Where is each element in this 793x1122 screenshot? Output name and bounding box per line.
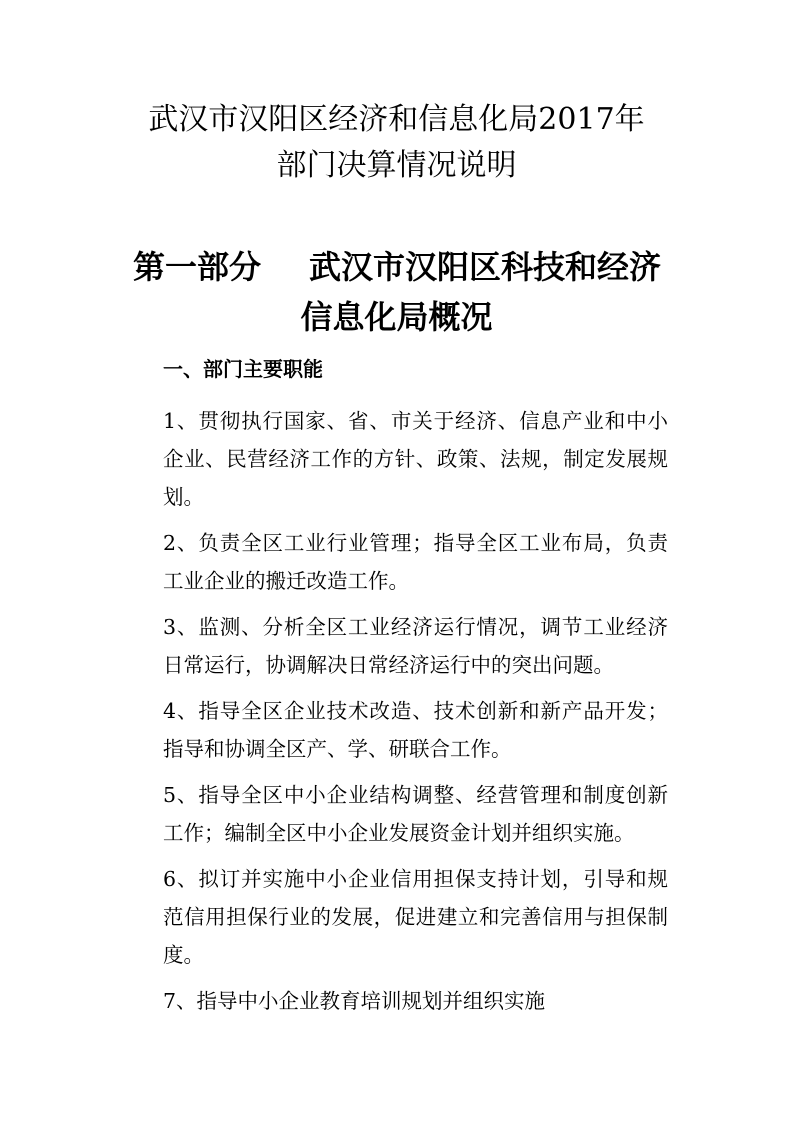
part-heading-line-1 (133, 242, 661, 292)
section-heading: 一、部门主要职能 (163, 357, 323, 381)
paragraph: 1、贯彻执行国家、省、市关于经济、信息产业和中小企业、民营经济工作的方针、政策、法规，制定发展规划。 (163, 409, 668, 509)
document-title-line-2: 部门决算情况说明 (276, 148, 517, 183)
paragraph: 5、指导全区中小企业结构调整、经营管理和制度创新工作；编制全区中小企业发展资金计划并组织实施。 (163, 783, 668, 845)
document-title (0, 97, 793, 189)
part-label: 第一部分 (133, 248, 262, 286)
paragraph: 4、指导全区企业技术改造、技术创新和新产品开发；指导和协调全区产、学、研联合工作。 (163, 699, 668, 761)
paragraph: 2、负责全区工业行业管理；指导全区工业布局，负责工业企业的搬迁改造工作。 (163, 531, 668, 593)
part-name-line-1: 武汉市汉阳区科技和经济 (309, 248, 662, 286)
part-name-line-2: 信息化局概况 (300, 298, 493, 336)
paragraph: 7、指导中小企业教育培训规划并组织实施 (163, 989, 546, 1013)
document-title-line-1: 武汉市汉阳区经济和信息化局2017年 (148, 102, 645, 137)
paragraph: 3、监测、分析全区工业经济运行情况，调节工业经济日常运行，协调解决日常经济运行中的突出问题。 (163, 615, 668, 677)
body-text (163, 402, 668, 1028)
paragraph: 6、拟订并实施中小企业信用担保支持计划，引导和规范信用担保行业的发展，促进建立和完善信用与担保制度。 (163, 867, 668, 967)
